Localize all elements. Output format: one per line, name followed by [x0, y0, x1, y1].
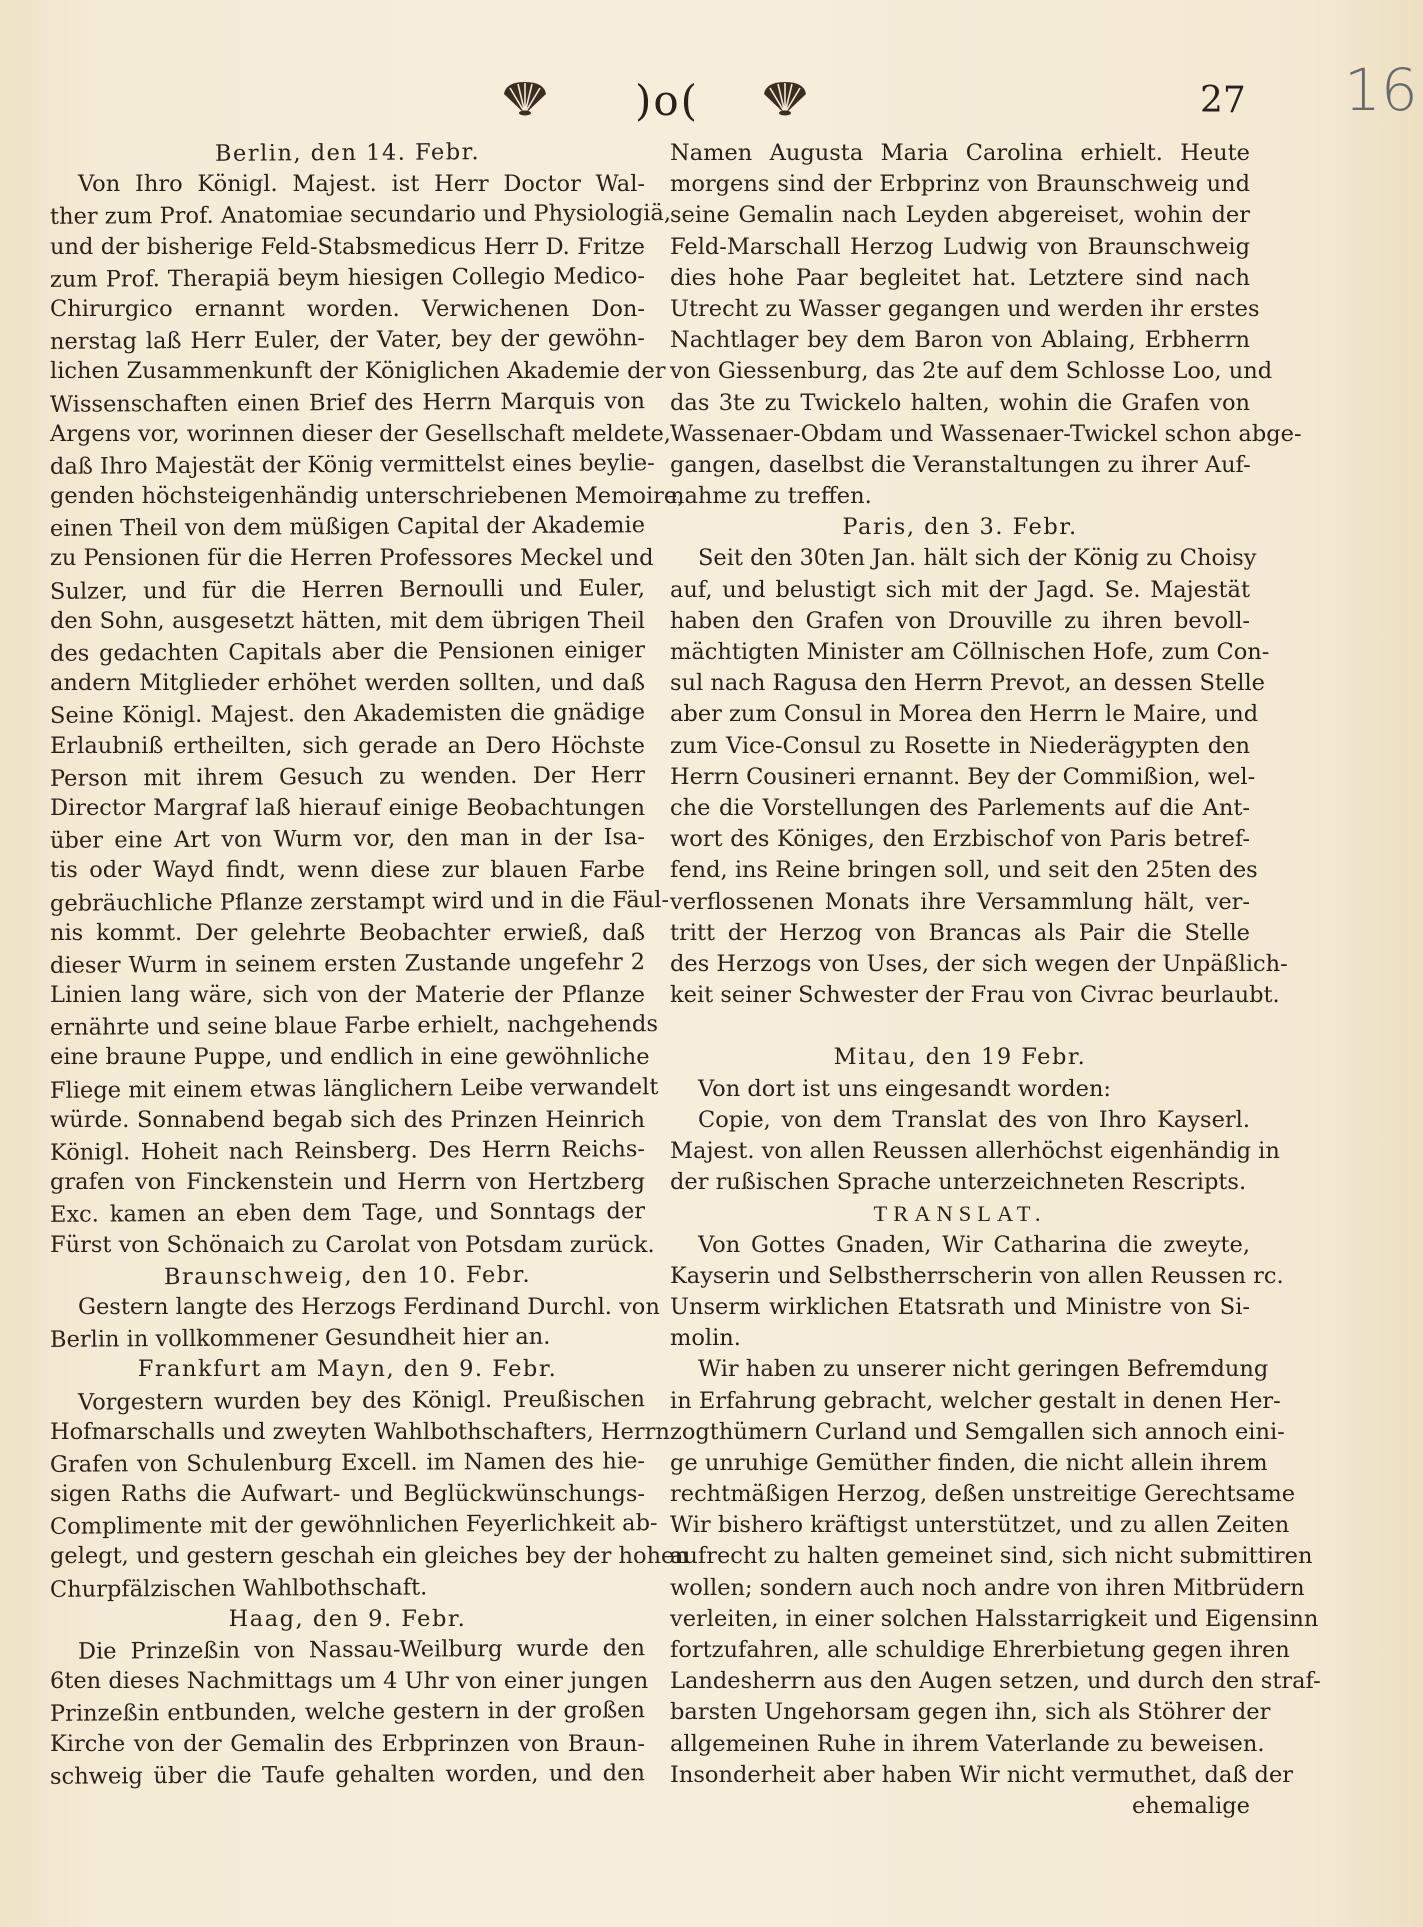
text-line: 6ten dieses Nachmittags um 4 Uhr von einer jungen: [50, 1668, 649, 1695]
text-line: wollen; sondern auch noch andre von ihren Mitbrüdern: [670, 1574, 1305, 1601]
text-line: genden höchsteigenhändig unterschriebenen Memoire,: [50, 483, 685, 510]
text-line: gelegt, und gestern geschah ein gleiches bey der hohen: [50, 1543, 689, 1570]
text-line: des Herzogs von Uses, der sich wegen der Unpäßlich-: [670, 950, 1288, 977]
right-column: [670, 138, 1321, 1822]
text-line: Grafen von Schulenburg Excell. im Namen des hie-: [49, 1448, 646, 1478]
text-line: Die Prinzeßin von Nassau-Weilburg wurde den: [77, 1635, 646, 1665]
text-line: Sulzer, und für die Herren Bernoulli und Euler,: [49, 574, 646, 605]
text-line: Insonderheit aber haben Wir nicht vermuthet, daß der: [670, 1761, 1294, 1788]
text-line: der rußischen Sprache unterzeichneten Rescripts.: [670, 1169, 1247, 1196]
text-line: Utrecht zu Wasser gegangen und werden ihr erstes: [670, 295, 1260, 322]
text-line: Person mit ihrem Gesuch zu wenden. Der Herr: [49, 761, 646, 792]
text-line: nahme zu treffen.: [670, 483, 872, 510]
text-line: rechtmäßigen Herzog, deßen unstreitige Gerechtsame: [670, 1481, 1296, 1508]
text-line: Complimente mit der gewöhnlichen Feyerlichkeit ab-: [49, 1510, 658, 1541]
text-line: das 3te zu Twickelo halten, wohin die Grafen von: [670, 389, 1250, 416]
text-line: Copie, von dem Translat des von Ihro Kayserl.: [698, 1106, 1250, 1133]
text-line: einen Theil von dem müßigen Capital der Akademie: [49, 512, 646, 543]
section-heading: Frankfurt am Mayn, den 9. Febr.: [137, 1356, 558, 1383]
text-line: fend, ins Reine bringen soll, und seit den 25ten des: [670, 857, 1258, 884]
text-line: daß Ihro Majestät der König vermittelst eines beylie-: [49, 449, 655, 480]
text-line: Fürst von Schönaich zu Carolat von Potsdam zurück.: [50, 1231, 655, 1258]
section-heading: Mitau, den 19 Febr.: [833, 1044, 1087, 1071]
section-heading: Braunschweig, den 10. Febr.: [163, 1261, 532, 1290]
section-heading: Haag, den 9. Febr.: [228, 1605, 467, 1632]
text-line: tis oder Wayd findt, wenn diese zur blauen Farbe: [50, 857, 645, 884]
text-line: Churpfälzischen Wahlbothschaft.: [49, 1574, 428, 1603]
text-line: Exc. kamen an eben dem Tage, und Sonntags der: [49, 1198, 646, 1229]
text-line: verflossenen Monats ihre Versammlung hält, ver-: [670, 888, 1250, 915]
text-line: mächtigten Minister am Cöllnischen Hofe, zum Con-: [670, 639, 1270, 665]
text-line: Director Margraf laß hierauf einige Beobachtungen: [50, 794, 645, 821]
text-line: Vorgestern wurden bey des Königl. Preußischen: [77, 1385, 646, 1416]
text-line: des gedachten Capitals aber die Pensionen einiger: [49, 637, 646, 667]
text-line: zogthümern Curland und Semgallen sich annoch eini-: [670, 1418, 1285, 1445]
text-line: andern Mitglieder erhöhet werden sollten, und daß: [50, 670, 645, 697]
shell-ornament-icon: [500, 80, 550, 116]
text-line: Feld-Marschall Herzog Ludwig von Braunschweig: [670, 233, 1250, 260]
left-column: [49, 138, 689, 1791]
text-line: Berlin in vollkommener Gesundheit hier an.: [49, 1323, 551, 1353]
text-line: che die Vorstellungen des Parlements auf die Ant-: [670, 794, 1250, 821]
text-line: Kayserin und Selbstherrscherin von allen Reussen rc.: [670, 1262, 1284, 1289]
text-line: ge unruhige Gemüther finden, die nicht allein ihrem: [670, 1449, 1268, 1476]
text-line: Gestern langte des Herzogs Ferdinand Durchl. von: [78, 1293, 660, 1320]
text-line: Chirurgico ernannt worden. Verwichenen Don-: [50, 295, 645, 322]
text-line: in Erfahrung gebracht, welcher gestalt in denen Her-: [670, 1387, 1281, 1414]
text-line: zu Pensionen für die Herren Professores Meckel und: [50, 545, 654, 572]
text-line: gebräuchliche Pflanze zerstampt wird und in die Fäul-: [49, 886, 670, 917]
text-line: Von dort ist uns eingesandt worden:: [698, 1075, 1112, 1102]
text-line: dies hohe Paar begleitet hat. Letztere sind nach: [670, 264, 1250, 291]
text-line: barsten Ungehorsam gegen ihn, sich als Stöhrer der: [670, 1699, 1271, 1726]
text-line: Prinzeßin entbunden, welche gestern in der großen: [49, 1697, 646, 1728]
text-line: Wassenaer-Obdam und Wassenaer-Twickel schon abge-: [670, 420, 1302, 447]
text-line: Hofmarschalls und zweyten Wahlbothschafters, Herrn: [50, 1418, 670, 1445]
text-line: Herrn Cousineri ernannt. Bey der Commißion, wel-: [670, 763, 1256, 790]
text-line: ernährte und seine blaue Farbe erhielt, nachgehends: [49, 1011, 659, 1042]
text-line: eine braune Puppe, und endlich in eine gewöhnliche: [50, 1044, 650, 1071]
text-line: keit seiner Schwester der Frau von Civrac beurlaubt.: [670, 982, 1280, 1009]
text-line: ther zum Prof. Anatomiae secundario und Physiologiä,: [49, 200, 672, 231]
text-line: tritt der Herzog von Brancas als Pair die Stelle: [670, 919, 1250, 946]
text-line: morgens sind der Erbprinz von Braunschweig und: [670, 171, 1250, 198]
text-line: wort des Königes, den Erzbischof von Paris betref-: [670, 826, 1250, 853]
text-line: und der bisherige Feld-Stabsmedicus Herr D. Fritze: [50, 233, 645, 260]
text-line: aber zum Consul in Morea den Herrn le Maire, und: [670, 701, 1259, 728]
section-heading: Berlin, den 14. Febr.: [214, 139, 481, 167]
text-line: zum Prof. Therapiä beym hiesigen Collegio Medico-: [49, 262, 646, 293]
text-line: grafen von Finckenstein und Herrn von Hertzberg: [50, 1169, 645, 1196]
text-line: nerstag laß Herr Euler, der Vater, bey der gewöhn-: [49, 325, 646, 355]
text-line: schweig über die Taufe gehalten worden, und den: [49, 1759, 646, 1790]
text-line: [670, 1011, 1250, 1042]
text-line: TRANSLAT.: [873, 1201, 1047, 1227]
text-line: Wissenschaften einen Brief des Herrn Marquis von: [49, 387, 646, 418]
text-line: Majest. von allen Reussen allerhöchst eigenhändig in: [670, 1138, 1280, 1164]
text-line: gangen, daselbst die Veranstaltungen zu ihrer Auf-: [670, 451, 1251, 478]
text-line: Erlaubniß ertheilten, sich gerade an Dero Höchste: [50, 732, 645, 759]
text-line: Wir bishero kräftigst unterstützet, und zu allen Zeiten: [670, 1512, 1290, 1539]
section-heading: Paris, den 3. Febr.: [842, 514, 1078, 541]
text-line: auf, und belustigt sich mit der Jagd. Se. Majestät: [670, 576, 1250, 603]
text-line: von Giessenburg, das 2te auf dem Schlosse Loo, und: [670, 358, 1273, 385]
text-line: Königl. Hoheit nach Reinsberg. Des Herrn Reichs-: [49, 1136, 646, 1166]
text-line: lichen Zusammenkunft der Königlichen Akademie der: [50, 358, 666, 385]
text-line: Namen Augusta Maria Carolina erhielt. Heute: [670, 140, 1250, 166]
text-line: Von Ihro Königl. Majest. ist Herr Doctor Wal-: [78, 171, 645, 198]
text-line: molin.: [670, 1325, 741, 1352]
text-line: verleiten, in einer solchen Halsstarrigkeit und Eigensinn: [670, 1605, 1319, 1632]
text-line: Linien lang wäre, sich von der Materie der Pflanze: [50, 982, 645, 1009]
text-line: den Sohn, ausgesetzt hätten, mit dem übrigen Theil: [50, 607, 645, 634]
folio-number: 16: [1344, 56, 1418, 124]
text-line: dieser Wurm in seinem ersten Zustande ungefehr 2: [49, 949, 646, 979]
text-line: Nachtlager bey dem Baron von Ablaing, Erbherrn: [670, 327, 1250, 354]
text-line: sul nach Ragusa den Herrn Prevot, an dessen Stelle: [670, 670, 1265, 697]
text-line: Kirche von der Gemalin des Erbprinzen von Braun-: [50, 1730, 645, 1757]
text-line: fortzufahren, alle schuldige Ehrerbietung gegen ihren: [670, 1637, 1290, 1663]
text-line: würde. Sonnabend begab sich des Prinzen Heinrich: [50, 1106, 645, 1133]
text-line: aufrecht zu halten gemeinet sind, sich nicht submittiren: [670, 1543, 1313, 1570]
text-line: sigen Raths die Aufwart- und Beglückwünschungs-: [50, 1481, 645, 1508]
text-line: Unserm wirklichen Etatsrath und Ministre von Si-: [670, 1293, 1250, 1320]
text-line: Seit den 30ten Jan. hält sich der König zu Choisy: [698, 545, 1257, 572]
page-number: 27: [1200, 80, 1246, 121]
text-line: zum Vice-Consul zu Rosette in Niederägypten den: [670, 732, 1250, 759]
text-line: Landesherrn aus den Augen setzen, und durch den straf-: [670, 1668, 1321, 1695]
text-line: Seine Königl. Majest. den Akademisten die gnädige: [49, 699, 646, 730]
text-line: Argens vor, worinnen dieser der Gesellschaft meldete,: [50, 420, 671, 447]
text-line: Wir haben zu unserer nicht geringen Befremdung: [698, 1356, 1269, 1383]
text-line: Fliege mit einem etwas länglichern Leibe verwandelt: [49, 1073, 659, 1104]
text-line: Von Gottes Gnaden, Wir Catharina die zweyte,: [698, 1231, 1250, 1258]
text-line: über eine Art von Wurm vor, den man in der Isa-: [49, 824, 646, 854]
shell-ornament-icon: [760, 80, 810, 116]
text-line: ehemalige: [1132, 1792, 1250, 1819]
text-line: nis kommt. Der gelehrte Beobachter erwieß, daß: [50, 919, 645, 946]
text-line: seine Gemalin nach Leyden abgereiset, wohin der: [670, 202, 1250, 229]
header-center-mark: )o(: [635, 76, 700, 125]
text-line: allgemeinen Ruhe in ihrem Vaterlande zu beweisen.: [670, 1730, 1265, 1757]
text-line: haben den Grafen von Drouville zu ihren bevoll-: [670, 607, 1250, 634]
